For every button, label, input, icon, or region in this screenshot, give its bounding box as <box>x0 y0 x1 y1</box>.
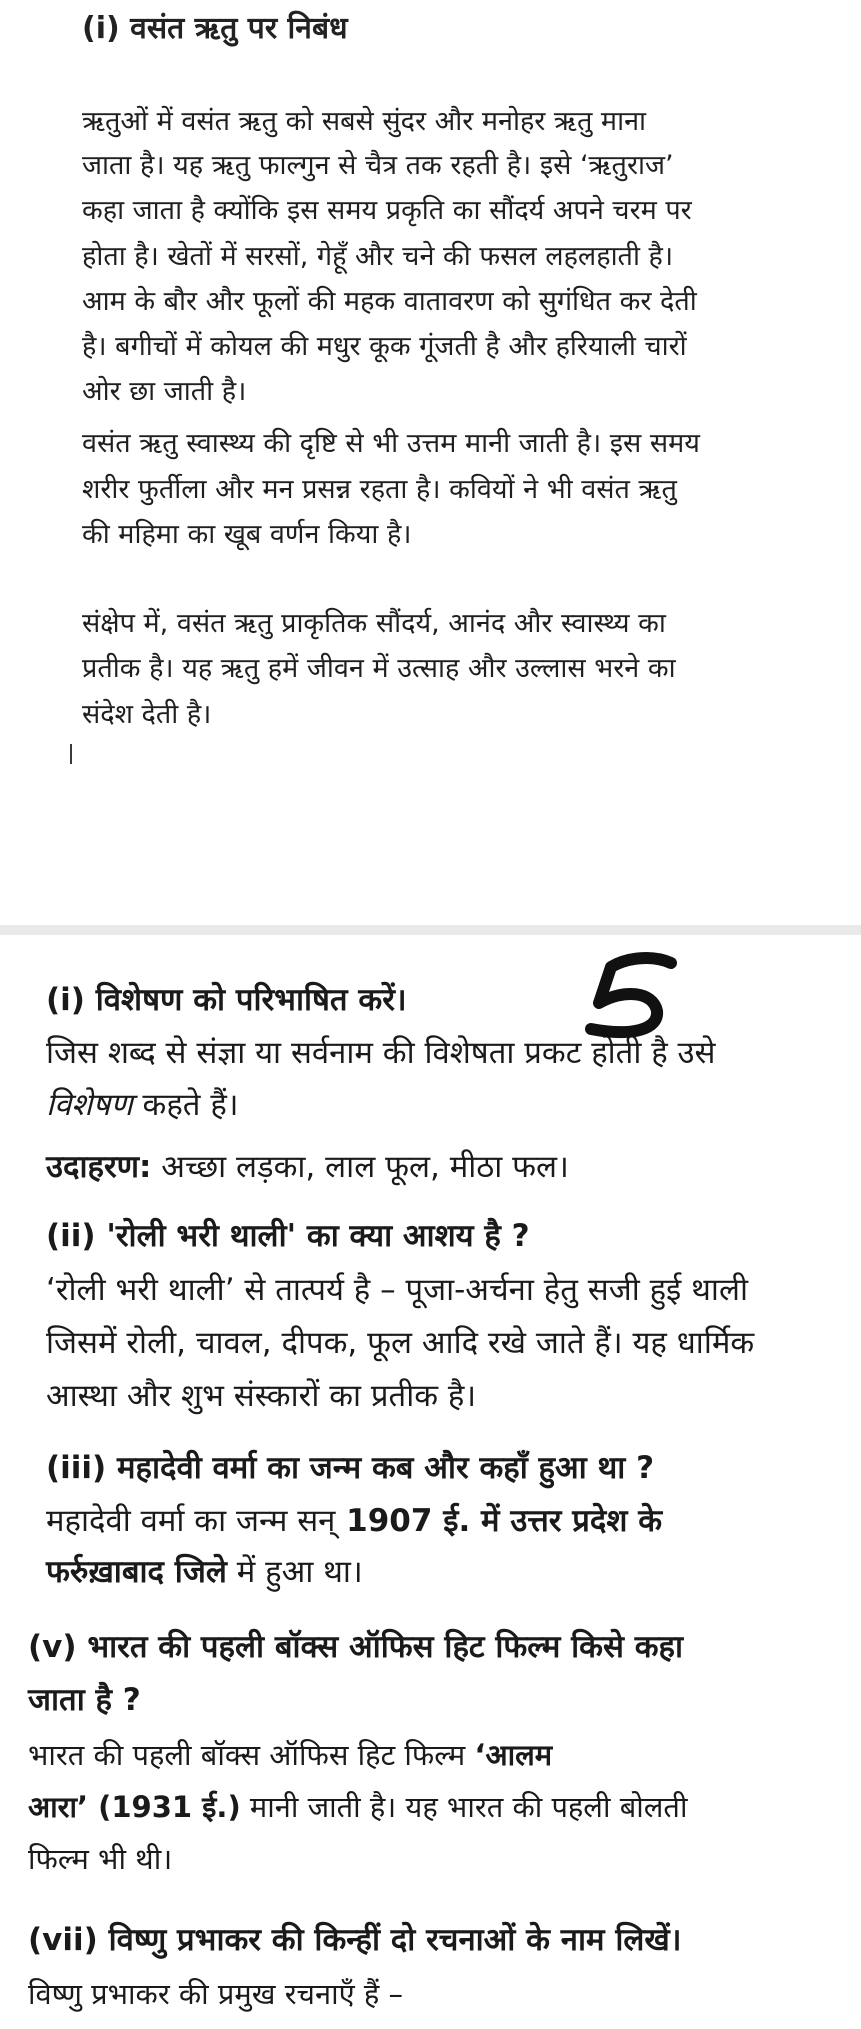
example-text: अच्छा लड़का, लाल फूल, मीठा फल। <box>151 1149 569 1185</box>
answer-line <box>28 1738 553 1772</box>
answer-line <box>28 1790 688 1824</box>
essay-line: होता है। खेतों में सरसों, गेहूँ और चने की फसल लहलहाती है। <box>82 241 674 272</box>
essay-line: संक्षेप में, वसंत ऋतु प्राकृतिक सौंदर्य, आनंद और स्वास्थ्य का <box>82 608 666 639</box>
answer-text: महादेवी वर्मा का जन्म सन् <box>46 1503 336 1539</box>
question-heading: जाता है ? <box>28 1682 141 1718</box>
essay-panel <box>0 0 861 925</box>
example-label: उदाहरण: <box>46 1149 152 1185</box>
panel-divider <box>0 925 861 935</box>
essay-line: शरीर फुर्तीला और मन प्रसन्न रहता है। कवियों ने भी वसंत ऋतु <box>82 474 677 505</box>
essay-line: की महिमा का खूब वर्णन किया है। <box>82 519 412 550</box>
example-line <box>46 1149 569 1185</box>
answer-emphasis: ‘आलम <box>474 1738 553 1772</box>
essay-line: आम के बौर और फूलों की महक वातावरण को सुगंधित कर देती <box>82 286 697 317</box>
essay-line: कहा जाता है क्योंकि इस समय प्रकृति का सौंदर्य अपने चरम पर <box>82 195 692 226</box>
handwritten-score-mark <box>583 945 683 1045</box>
answer-text: में हुआ था। <box>226 1554 363 1590</box>
answer-line <box>46 1503 663 1539</box>
essay-line: जाता है। यह ऋतु फाल्गुन से चैत्र तक रहती है। इसे ‘ऋतुराज’ <box>82 150 674 181</box>
question-heading: (ii) 'रोली भरी थाली' का क्या आशय है ? <box>46 1218 530 1254</box>
essay-line: ऋतुओं में वसंत ऋतु को सबसे सुंदर और मनोहर ऋतु माना <box>82 106 647 137</box>
text-cursor <box>70 744 72 764</box>
essay-line: प्रतीक है। यह ऋतु हमें जीवन में उत्साह और उल्लास भरने का <box>82 653 676 684</box>
answer-text: भारत की पहली बॉक्स ऑफिस हिट फिल्म <box>28 1738 475 1772</box>
answer-emphasis: आरा’ (1931 ई.) <box>28 1790 241 1824</box>
essay-line: ओर छा जाती है। <box>82 376 247 407</box>
answer-text: कहते हैं। <box>132 1087 239 1123</box>
answer-line: विष्णु प्रभाकर की प्रमुख रचनाएँ हैं – <box>28 1977 403 2011</box>
answer-line: जिस शब्द से संज्ञा या सर्वनाम की विशेषता प्रकट होती है उसे <box>46 1035 716 1071</box>
essay-line: वसंत ऋतु स्वास्थ्य की दृष्टि से भी उत्तम मानी जाती है। इस समय <box>82 428 700 459</box>
answer-line: आस्था और शुभ संस्कारों का प्रतीक है। <box>46 1378 477 1414</box>
question-heading: (vii) विष्णु प्रभाकर की किन्हीं दो रचनाओं के नाम लिखें। <box>28 1922 682 1958</box>
answers-panel <box>0 935 861 2029</box>
question-heading: (v) भारत की पहली बॉक्स ऑफिस हिट फिल्म किसे कहा <box>28 1629 684 1665</box>
answer-line <box>46 1554 363 1590</box>
essay-title: (i) वसंत ऋतु पर निबंध <box>82 11 348 46</box>
essay-line: है। बगीचों में कोयल की मधुर कूक गूंजती है और हरियाली चारों <box>82 331 687 362</box>
answer-line: फिल्म भी थी। <box>28 1842 173 1876</box>
answer-text: मानी जाती है। यह भारत की पहली बोलती <box>240 1790 688 1824</box>
answer-line: ‘रोली भरी थाली’ से तात्पर्य है – पूजा-अर्चना हेतु सजी हुई थाली <box>46 1272 748 1308</box>
answer-line: जिसमें रोली, चावल, दीपक, फूल आदि रखे जाते हैं। यह धार्मिक <box>46 1325 755 1361</box>
answer-line <box>46 1087 239 1123</box>
question-heading: (i) विशेषण को परिभाषित करें। <box>46 982 407 1018</box>
essay-line: संदेश देती है। <box>82 699 212 730</box>
answer-emphasis: फर्रुख़ाबाद जिले <box>46 1554 227 1590</box>
defined-term: विशेषण <box>46 1087 133 1123</box>
answer-emphasis: 1907 ई. में उत्तर प्रदेश के <box>335 1503 663 1539</box>
question-heading: (iii) महादेवी वर्मा का जन्म कब और कहाँ हुआ था ? <box>46 1450 655 1486</box>
